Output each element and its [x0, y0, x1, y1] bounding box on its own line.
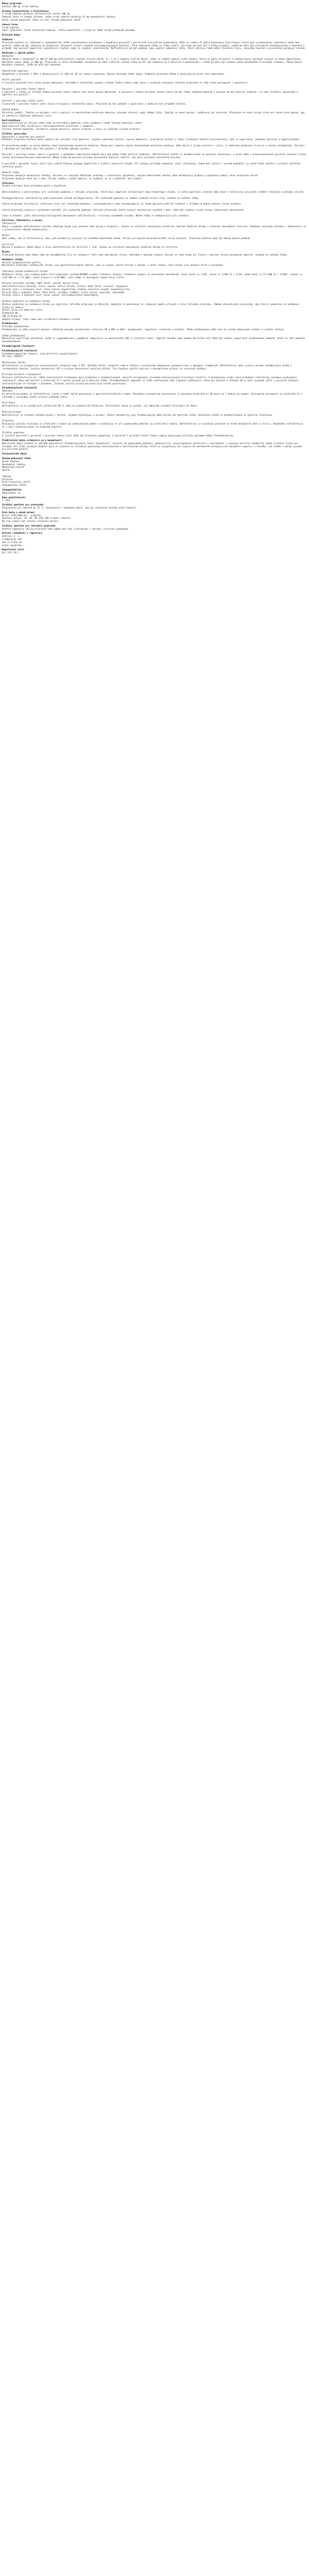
section-heading: Předávkování — [2, 322, 18, 325]
section-text: Neklinické údaje získané na základě konvenčních farmakologických studií bezpečnosti, toxicity po opakovaném podávání, genotoxicity, kancerogenního potenciálu a reprodukční a vývojové toxicity neodhalily žádné zvláštní riziko pro člověka. Při velmi vysokých dávkách byly ve studiích na zvířatech pozorovány kardiotoxické a neurotoxické účinky, které se vyskytovaly při expozicích dostatečně převyšujících maximální expozici u člověka, což svědčí o malém významu pro klinické použití. — [2, 442, 303, 451]
section — [2, 496, 307, 502]
section-text: Dávkování Obvyklá dávka u dospělých je 100 až 200 mg naftidrofuryl-oxalátu třikrát denně, tj. 1 až 2 tobolky třikrát denně. Léčbu je vhodné zahájit nižší dávkou, která se podle účinnosti a snášenlivosti postupně zvyšuje na dávku doporučenou. Maximální denní dávka je 600 mg. Přípravek se užívá dlouhodobě, minimálně po dobu 3 měsíců; účinek léčby by měl být hodnocen po 3 měsících a pokračování v léčbě by mělo být zváženo podle dosaženého klinického zlepšení. Pokud nebylo dosaženo zlepšení, léčba by měla být ukončena. Pediatrická populace Bezpečnost a účinnost u dětí a dospívajících ve věku do 18 let nebyla stanovena. Nejsou dostupné žádné údaje. Podávání přípravku dětem a dospívajícím proto není doporučeno. Starší pacienti U starších pacientů není nutná úprava dávkování. Vzhledem k častějšímu výskytu snížené funkce ledvin nebo jater a současně užívaných léčivých přípravků je však třeba postupovat s opatrností. Pacienti s poruchou funkce ledvin U pacientů s lehkou až středně těžkou poruchou funkce ledvin není nutná úprava dávkování. U pacientů s těžkou poruchou funkce ledvin má být léčba zahájena opatrně a pacient má být pečlivě sledován, viz bod "Zvláštní upozornění a opatření pro použití". Pacienti s poruchou funkce jater U pacientů s poruchou funkce jater nejsou k dispozici dostatečné údaje. Přípravek má být podáván s opatrností a dávka má být případně snížena. Způsob podání Perorální podání. Tobolky se polykají celé a zapíjejí se dostatečným množstvím tekutiny (alespoň sklenicí vody) během jídla. Tobolky se nesmí kousat, rozdělovat ani otevírat. Přípravek se nesmí užívat vleže ani těsně před spaním, aby se zabránilo lokálnímu poškození jícnu. — [2, 54, 305, 117]
section-text: Uchovávejte při teplotě do 25 °C. Uchovávejte v původním obalu, aby byl přípravek chráněn před vlhkostí. — [2, 506, 138, 509]
section-text: 3 roky — [2, 499, 10, 502]
section — [2, 322, 307, 343]
section-text: 1 tvrdá tobolka obsahuje naftidrofuryl-oxalát 100 mg. Pomocné látky se známým účinkem: jedna tvrdá tobolka obsahuje 41 mg monohydrátu laktózy. Úplný seznam pomocných látek viz bod "Seznam pomocných látek". — [2, 12, 116, 21]
section-text: Veškerý nepoužitý léčivý přípravek nebo odpad musí být zlikvidován v souladu s místními požadavky. — [2, 527, 130, 530]
section-heading: Zvláštní upozornění — [2, 132, 27, 135]
section-text: Tvrdá tobolka Popis přípravku: Tvrdé želatinové tobolky, světle modré/bílé, s bílým až téměř bílým práškovým obsahem. — [2, 26, 136, 32]
section-heading: Léková forma — [2, 23, 18, 26]
section-text: Absorpce Po perorálním podání je naftidrofuryl rychle a téměř úplně absorbován z gastrointestinálního traktu. Maximální plazmatické koncentrace je dosaženo přibližně za 30 minut až 1 hodinu po podání. Biologická dostupnost je přibližně 24 % vzhledem k výraznému efektu prvního průchodu játry. Distribuce Naftidrofuryl se ve vysoké míře (přibližně 80 %) váže na plazmatické bílkoviny. Distribuční objem je vysoký, což odpovídá rozsáhlé distribuci do tkání. Biotransformace Naftidrofuryl je rozsáhle metabolizován v játrech, zejména hydrolýzou a oxidací. Hlavní metabolity jsou farmakologicky méně účinné než mateřská látka. Oxalátová složka je metabolizována na kyselinu šťavelovou. Eliminace Biologický poločas eliminace je přibližně 1 hodina po jednorázovém podání a prodlužuje se při opakovaném podávání na přibližně 3 hodiny. Naftidrofuryl je vylučován převážně ve formě metabolitů močí a stolicí. Nezměněný naftidrofuryl se v moči vyskytuje pouze ve stopovém množství. Zvláštní populace U starších pacientů a pacientů s poruchou funkce jater může být eliminace zpomalena. U pacientů s poruchou funkce ledvin nebyly pozorovány klinicky významné změny farmakokinetiky. — [2, 389, 303, 437]
section — [2, 548, 307, 554]
document-content — [2, 2, 307, 554]
section — [2, 38, 307, 50]
section — [2, 258, 307, 321]
section-heading: Interakce — [2, 181, 14, 184]
section-heading: Zvláštní opatření pro uchovávání — [2, 503, 44, 506]
section — [2, 439, 307, 451]
section-heading: Zvláštní opatření pro likvidaci přípravku — [2, 524, 56, 527]
section-heading: Kontraindikace — [2, 118, 21, 122]
section-heading: Předklinické údaje vztahující se k bezpečnosti — [2, 438, 62, 442]
section-heading: Klinické údaje — [2, 33, 21, 37]
section-heading: Držitel rozhodnutí o registraci — [2, 532, 43, 535]
section-text: Příznaky předávkování Předávkování se může projevit depresí srdečního převodu (prodloužení intervalu PR a QRS na EKG), bradykardií, hypotenzí, arytmiemi a křečemi. Těžké předávkování může vést ke vzniku komorových arytmií a srdeční zástavy. Léčba předávkování Neexistuje specifické antidotum. Léčba je symptomatická a podpůrná. Doporučuje se monitorování EKG a vitálních funkcí. Výplach žaludku nebo podání aktivního uhlí může být zvážen, pokud bylo předávkování nedávné. Křeče se léčí podáním benzodiazepinů. — [2, 325, 305, 343]
section-text: Hypersenzitivita na léčivou látku nebo na kteroukoli pomocnou látku uvedenou v bodě "Seznam pomocných látek". Hyperoxalurie nebo recidivující kalciumoxalátová urolitiáza v anamnéze. Čerstvý infarkt myokardu, nestabilní angina pectoris, akutní krvácení a stavy se zvýšeným rizikem krvácení. — [2, 122, 144, 131]
section-heading: Farmaceutické údaje — [2, 452, 27, 455]
section-heading: Název přípravku — [2, 2, 22, 5]
section — [2, 532, 307, 547]
section-text: Těhotenství Údaje o podávání naftidrofuryl-oxalátu těhotným ženám jsou omezené nebo nejsou k dispozici. Studie na zvířatech nenaznačují přímé ani nepřímé škodlivé účinky z hlediska reprodukční toxicity. Podávání přípravku Enelbin v těhotenství se z preventivních důvodů nedoporučuje. Kojení Není známo, zda se naftidrofuryl nebo jeho metabolity vylučují do lidského mateřského mléka. Riziko pro kojené novorozence/děti nelze vyloučit. Přípravek Enelbin nemá být během kojení podáván. Fertilita Nejsou k dispozici žádné údaje o vlivu naftidrofurylu na fertilitu u lidí. Studie na zvířatech neprokázaly škodlivé účinky na fertilitu. — [2, 222, 306, 249]
section — [2, 349, 307, 385]
section-text: Přípravek Enelbin nemá žádný nebo má zanedbatelný vliv na schopnost řídit nebo obsluhovat stroje. Vzhledem k možnému výskytu závratí je však třeba při řízení a obsluze strojů postupovat opatrně, zejména na začátku léčby. — [2, 253, 288, 256]
section-text: Blistr (PVC/PVDC/Al), krabička. Velikost balení: 20, 50, 60 nebo 100 tvrdých tobolek. Na trhu nemusí být všechny velikosti balení. — [2, 514, 71, 523]
section — [2, 132, 307, 180]
section-heading: Fertilita, těhotenství a kojení — [2, 219, 43, 222]
section-heading: Indikace — [2, 38, 13, 41]
section-text: Farmakoterapeutická skupina: jiná periferní vazodilatancia ATC kód: C04AX21 Mechanismus účinku Naftidrofuryl je antagonista serotoninových receptorů typu 5-HT2. Blokáda těchto receptorů vede k inhibici serotoninem indukované vazokonstrikce a agregace trombocytů. Naftidrofuryl dále zvyšuje aerobní metabolismus buněk v ischemických tkáních, zvyšuje koncentraci ATP a snižuje koncentraci kyseliny mléčné. Tím zlepšuje využití kyslíku a energetickou bilanci ve svalových buňkách. Klinická účinnost a bezpečnost Účinnost naftidrofurylu při léčbě intermitentní klaudikace byla prokázána v randomizovaných, dvojitě zaslepených, placebem kontrolovaných klinických studiích. V metaanalýze studií bylo prokázáno statisticky významné prodloužení vzdálenosti chůze bez bolesti o přibližně 37 % oproti placebu po 6 měsících léčby. Pravděpodobnost odpovědi na léčbu (definované jako zlepšení vzdálenosti chůze bez bolesti o alespoň 50 %) byla významně vyšší u pacientů léčených naftidrofurylem ve srovnání s placebem. Zlepšení kvality života pacientů bylo rovněž pozorováno. — [2, 352, 298, 385]
section-text: Neuplatňuje se. — [2, 491, 22, 494]
section-text: Přípravek Enelbin je indikován k symptomatické léčbě intermitentní klaudikace u dospělých pacientů s periferním arteriálním onemocněním (PAO) ve stadiu II podle Fontainovy klasifikace, které mají prodlouženou vzdálenost chůze bez bolesti. Léčba má být zahájena po zhodnocení účinnosti jiných, zejména nefarmakologických opatření. Před zahájením léčby je třeba zvážit, zda bude pacient mít z léčby prospěch. Léčba by měla být pravidelně přehodnocována a ukončena v případě, kdy pacient nepociťuje subjektivní zlepšení nebo je zlepšení nedostatečné. Naftidrofuryl má být podáván jako součást komplexní léčby, která zahrnuje také změnu životního stylu, zanechání kouření a pravidelný pohybový trénink. — [2, 41, 306, 50]
section — [2, 2, 307, 8]
section — [2, 488, 307, 495]
section-heading: Řízení — [2, 250, 10, 253]
section-heading: Složení kvantitativní i kvalitativní — [2, 9, 49, 12]
section-heading: Farmakologické vlastnosti — [2, 345, 35, 348]
section-text: Shrnutí bezpečnostního profilu Nejčastěji hlášenými nežádoucími účinky jsou gastrointestinální obtíže, jako je nauzea, bolest břicha a průjem, a kožní reakce. Tyto účinky jsou obvykle mírné a přechodné. Tabulkový seznam nežádoucích účinků Nežádoucí účinky jsou uvedeny podle tříd orgánových systémů MedDRA a podle frekvence výskytu. Frekvence výskytu je definována následovně: velmi časté (≥ 1/10), časté (≥ 1/100 až < 1/10), méně časté (≥ 1/1 000 až < 1/100), vzácné (≥ 1/10 000 až < 1/1 000), velmi vzácné (< 1/10 000), není známo (z dostupných údajů nelze určit). Poruchy nervového systému: méně časté: závrať, bolest hlavy. Gastrointestinální poruchy: časté: nauzea, bolest břicha, průjem; méně časté: zvracení, dyspepsie. Poruchy jater a žlučových cest: velmi vzácné: hepatitida, zvýšení jaterních enzymů, hepatotoxicita. Poruchy kůže a podkožní tkáně: méně časté: vyrážka, svědění; velmi vzácné: kopřivka, angioedém. Poruchy ledvin a močových cest: velmi vzácné: kalciumoxalátové konkrementy. Hlášení podezření na nežádoucí účinky Hlášení podezření na nežádoucí účinky po registraci léčivého přípravku je důležité. Umožňuje to pokračovat ve sledování poměru přínosů a rizik léčivého přípravku. Žádáme zdravotnické pracovníky, aby hlásili podezření na nežádoucí účinky na adresu: Státní ústav pro kontrolu léčiv Šrobárova 48 100 41 Praha 10 webové stránky: http://www.sukl.cz/nahlasit-nezadouci-ucinek — [2, 261, 302, 320]
section — [2, 345, 307, 348]
section — [2, 219, 307, 249]
section — [2, 386, 307, 437]
section-heading: Dávkování a způsob podání — [2, 52, 35, 55]
section-heading: Druh obalu a obsah balení — [2, 511, 35, 514]
section — [2, 23, 307, 32]
section — [2, 52, 307, 117]
section — [2, 524, 307, 531]
section — [2, 10, 307, 22]
section — [2, 511, 307, 523]
section-text: Upozornění a opatření pro použití Podávání přípravku Enelbin nesmí oddálit ani nahradit jiná opatření, zejména zanechání kouření, úpravu hmotnosti, pravidelné cvičení a léčbu rizikových faktorů aterosklerózy, jako je hypertenze, diabetes mellitus a hyperlipidemie. Po perorálním podání je nutné tobolky zapít dostatečným množstvím tekutiny. Pokud není tobolka zapita dostatečným množstvím tekutiny, může dojít k jejímu uvíznutí v jícnu, k lokálnímu poškození sliznice a vzniku ezofagitidy. Pacienti s obtížemi při polykání mají být poučeni o správném způsobu užívání. Pacienti s poruchou funkce ledvin a pacienti s anamnézou ledvinových kamenů mají být během léčby pečlivě sledováni. Naftidrofuryl-oxalát je metabolizován na kyselinu šťavelovou, a proto může u predisponovaných pacientů zvyšovat riziko tvorby kalciumoxalátových konkrementů. Během léčby má pacient přijímat dostatečné množství tekutin, aby byla zajištěna dostatečná diuréza. U pacientů s poruchou funkce jater byly vzácně hlášeny případy hepatitidy a zvýšení jaterních enzymů. Při výskytu příznaků poškození jater (žloutenka, tmavá moč, bolest v pravém podžebří) je nutné léčbu ukončit a provést vyšetření jaterních testů. Pomocné látky Přípravek obsahuje monohydrát laktózy. Pacienti se vzácnými dědičnými problémy s intolerancí galaktózy, úplným nedostatkem laktázy nebo malabsorpcí glukózy a galaktózy nemají tento přípravek užívat. Přípravek obsahuje méně než 1 mmol (23 mg) sodíku v jedné tobolce, to znamená, že je v podstatě "bez sodíku". — [2, 135, 306, 180]
section — [2, 457, 307, 487]
section — [2, 33, 307, 37]
section — [2, 119, 307, 131]
section-text: Studie interakcí byly provedeny pouze u dospělých. Beta-blokátory a antiarytmika: při současném podávání s léčivými přípravky, které mají negativní chronotropní nebo dromotropní účinek, je nutná opatrnost, protože může dojít k aditivnímu ovlivnění srdeční frekvence a převodu vzruchů. Antihypertenziva: naftidrofuryl může potencovat účinek antihypertenziv. Při současném podávání je vhodné sledovat krevní tlak, zejména na začátku léčby. Léčivé přípravky ovlivňující srážlivost krve: při současném podávání s antikoagulancii nebo antiagregancii je třeba pacienta pečlivě sledovat s ohledem na možné zvýšení rizika krvácení. Léčivé přípravky zvyšující vylučování oxalátů: při současném podávání léčivých přípravků, které zvyšují koncentraci oxalátů v moči, může být zvýšeno riziko tvorby ledvinových konkrementů. Jídlo a alkohol: jídlo neovlivňuje biologickou dostupnost naftidrofurylu v klinicky významném rozsahu. Během léčby se nedoporučuje pití alkoholu. — [2, 184, 305, 217]
section-heading: Seznam pomocných látek — [2, 456, 31, 460]
section-heading: Farmakodynamické vlastnosti — [2, 349, 38, 352]
section-text: 83/ 225/ 91-C — [2, 551, 19, 554]
section-text: Enelbin 100 mg tvrdé tobolky — [2, 5, 39, 8]
section — [2, 250, 307, 257]
section-heading: Doba použitelnosti — [2, 496, 26, 499]
section — [2, 503, 307, 510]
section-heading: Inkompatibility — [2, 488, 22, 491]
section — [2, 182, 307, 218]
section-text: Zentiva, k. s. U Kabelovny 130 102 37 Praha 10 Česká republika — [2, 535, 22, 547]
section-heading: Registrační číslo — [2, 548, 24, 551]
section-text: Obsah tobolky Monohydrát laktózy Magnesium-stearát Mastek Tobolka Želatina Oxid titaničitý (E171) Indigokarmín (E132) — [2, 460, 31, 487]
section-heading: Nežádoucí účinky — [2, 258, 23, 261]
section — [2, 452, 307, 455]
section-heading: Farmakokinetické vlastnosti — [2, 386, 38, 389]
